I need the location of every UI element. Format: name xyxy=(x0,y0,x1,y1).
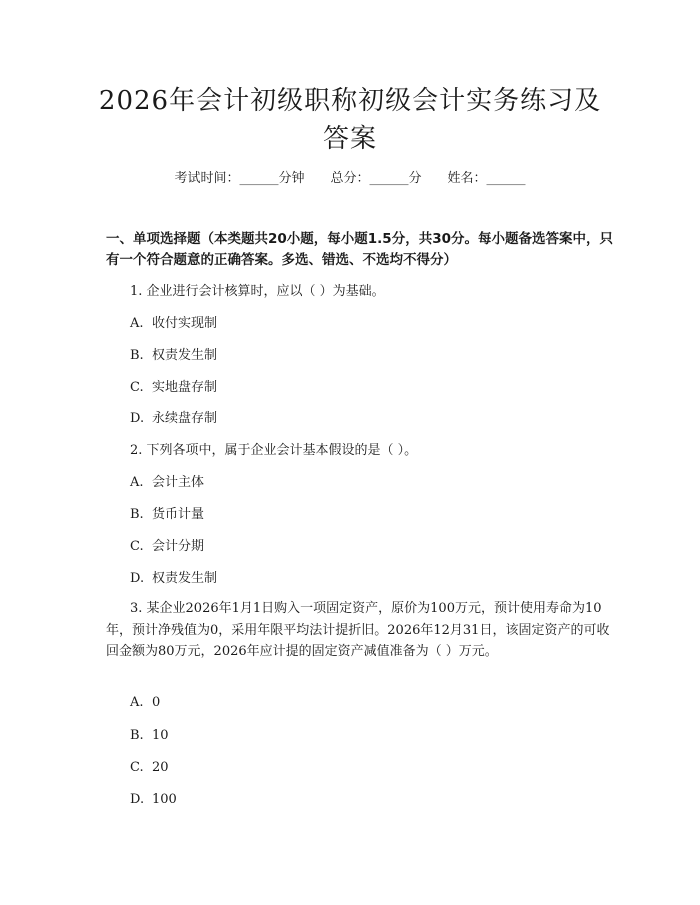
question-1-option-b: B. 权责发生制 xyxy=(130,348,218,363)
exam-info-line xyxy=(0,170,700,188)
question-1-stem: 1. 企业进行会计核算时，应以（ ）为基础。 xyxy=(130,284,385,299)
section-heading: 一、单项选择题（本类题共20小题，每小题1.5分，共30分。每小题备选答案中，只有一个符合题意的正确答案。多选、错选、不选均不得分） xyxy=(106,231,613,268)
question-3-option-a: A. 0 xyxy=(130,695,161,710)
name-field: 姓名：______ xyxy=(447,171,526,186)
question-2-option-d: D. 权责发生制 xyxy=(130,571,218,586)
question-1-option-c: C. 实地盘存制 xyxy=(130,380,218,395)
question-3-option-c: C. 20 xyxy=(130,760,169,775)
total-score-field: 总分：______分 xyxy=(330,171,422,186)
exam-time-field: 考试时间：______分钟 xyxy=(174,171,305,186)
question-2-option-b: B. 货币计量 xyxy=(130,507,205,522)
document-title: 2026年会计初级职称初级会计实务练习及答案 xyxy=(98,86,602,154)
question-3-option-b: B. 10 xyxy=(130,728,169,743)
question-2-stem: 2. 下列各项中，属于企业会计基本假设的是（ ）。 xyxy=(130,443,418,458)
question-1-option-a: A. 收付实现制 xyxy=(130,316,218,331)
question-3-stem: 3. 某企业2026年1月1日购入一项固定资产，原价为100万元，预计使用寿命为10年，预计净残值为0，采用年限平均法计提折旧。2026年12月31日，该固定资产的可收回金额为80万元，2026年应计提的固定资产减值准备为（ ）万元。 xyxy=(106,601,610,659)
question-2-option-c: C. 会计分期 xyxy=(130,539,205,554)
question-2-option-a: A. 会计主体 xyxy=(130,475,205,490)
question-1-option-d: D. 永续盘存制 xyxy=(130,411,218,426)
question-3-option-d: D. 100 xyxy=(130,792,177,807)
